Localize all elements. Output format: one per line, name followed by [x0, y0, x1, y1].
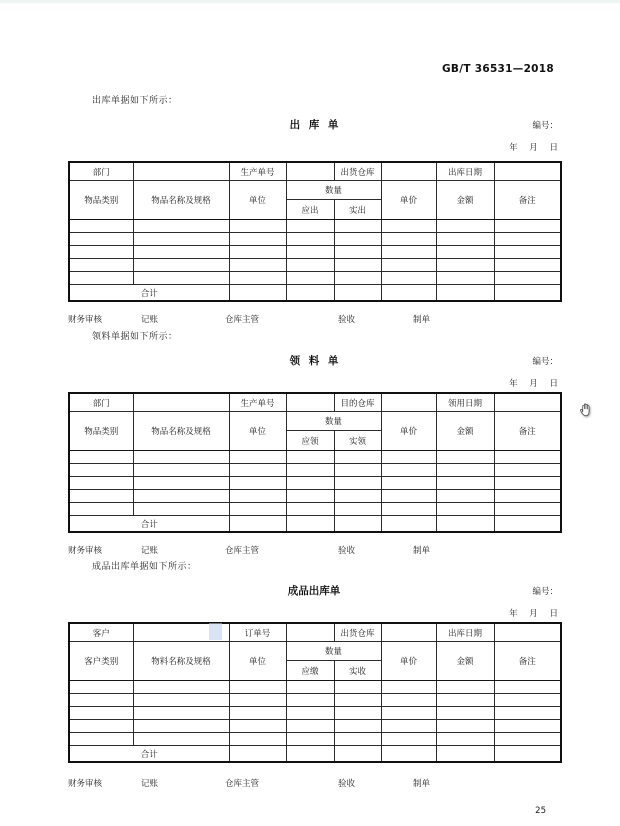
order-no-value-cell: [286, 623, 334, 642]
empty-cell: [133, 464, 229, 477]
col-header: 备注: [494, 412, 561, 451]
empty-cell: [133, 259, 229, 272]
empty-data-row: [69, 733, 561, 746]
empty-cell: [133, 451, 229, 464]
number-label: 编号：: [532, 121, 558, 131]
empty-cell: [436, 233, 494, 246]
signature-row: [68, 777, 560, 789]
empty-cell: [286, 464, 334, 477]
col-header: 物品名称及规格: [133, 181, 229, 220]
empty-cell: [381, 464, 436, 477]
empty-cell: [381, 272, 436, 285]
warehouse-label: 出货仓库: [334, 623, 381, 642]
col-header: 物料名称及规格: [133, 642, 229, 681]
empty-data-row: [69, 694, 561, 707]
empty-cell: [494, 694, 561, 707]
empty-cell: [436, 733, 494, 746]
qty-header: 数量: [286, 181, 381, 200]
order-no-label: 订单号: [229, 623, 286, 642]
empty-cell: [229, 733, 286, 746]
col-header: 金额: [436, 642, 494, 681]
col-header: 单价: [381, 412, 436, 451]
empty-cell: [286, 720, 334, 733]
empty-cell: [436, 490, 494, 503]
form-title: 出 库 单: [289, 119, 339, 131]
empty-cell: [286, 681, 334, 694]
empty-cell: [381, 707, 436, 720]
number-label: 编号：: [532, 587, 558, 597]
dept-label: 部门: [69, 162, 133, 181]
empty-cell: [494, 681, 561, 694]
empty-cell: [229, 464, 286, 477]
empty-cell: [494, 233, 561, 246]
date-field-label: 出库日期: [436, 162, 494, 181]
sig-finance: 财务审核: [68, 546, 103, 556]
empty-cell: [494, 451, 561, 464]
empty-cell: [436, 220, 494, 233]
empty-data-row: [69, 477, 561, 490]
intro-text: 成品出库单据如下所示：: [92, 562, 197, 572]
warehouse-value-cell: [381, 623, 436, 642]
empty-cell: [436, 477, 494, 490]
empty-cell: [69, 503, 133, 516]
empty-cell: [286, 259, 334, 272]
qty-sub-header: 应领: [286, 431, 334, 451]
empty-cell: [229, 220, 286, 233]
dept-value-cell: [133, 393, 229, 412]
date-value-cell: [494, 393, 561, 412]
sig-preparer: 制单: [413, 779, 431, 789]
empty-cell: [133, 220, 229, 233]
empty-cell: [334, 464, 381, 477]
sig-preparer: 制单: [413, 315, 431, 325]
col-header: 物品类别: [69, 412, 133, 451]
empty-cell: [494, 477, 561, 490]
col-header: 单位: [229, 412, 286, 451]
empty-cell: [229, 707, 286, 720]
empty-cell: [381, 233, 436, 246]
total-label: 合计: [69, 746, 229, 763]
empty-cell: [334, 233, 381, 246]
warehouse-label: 出货仓库: [334, 162, 381, 181]
form-title: 成品出库单: [287, 585, 341, 597]
order-no-label: 生产单号: [229, 393, 286, 412]
empty-cell: [286, 246, 334, 259]
empty-cell: [286, 220, 334, 233]
empty-cell: [69, 220, 133, 233]
requisition-form-table: [68, 392, 562, 533]
warehouse-value-cell: [381, 393, 436, 412]
empty-cell: [494, 490, 561, 503]
empty-data-row: [69, 490, 561, 503]
empty-cell: [286, 477, 334, 490]
empty-cell: [494, 733, 561, 746]
empty-cell: [436, 694, 494, 707]
empty-cell: [381, 490, 436, 503]
order-no-value-cell: [286, 393, 334, 412]
empty-data-row: [69, 220, 561, 233]
col-header: 备注: [494, 181, 561, 220]
empty-cell: [381, 681, 436, 694]
qty-sub-header: 实领: [334, 431, 381, 451]
empty-cell: [334, 272, 381, 285]
date-value-cell: [494, 162, 561, 181]
empty-cell: [69, 272, 133, 285]
empty-rows: [69, 451, 561, 516]
sig-warehouse-manager: 仓库主管: [225, 546, 260, 556]
empty-cell: [334, 733, 381, 746]
empty-cell: [229, 490, 286, 503]
highlight-artifact: [209, 623, 222, 640]
sig-inspector: 验收: [338, 779, 356, 789]
empty-cell: [286, 694, 334, 707]
empty-cell: [133, 707, 229, 720]
empty-cell: [69, 681, 133, 694]
empty-cell: [436, 272, 494, 285]
intro-text: 领料单据如下所示：: [92, 332, 178, 342]
sig-bookkeeper: 记账: [141, 546, 159, 556]
empty-cell: [436, 503, 494, 516]
sig-finance: 财务审核: [68, 779, 103, 789]
empty-cell: [229, 477, 286, 490]
dept-value-cell: [133, 162, 229, 181]
col-header: 单位: [229, 642, 286, 681]
empty-data-row: [69, 681, 561, 694]
empty-cell: [381, 259, 436, 272]
empty-cell: [436, 451, 494, 464]
empty-data-row: [69, 464, 561, 477]
date-field-label: 出库日期: [436, 623, 494, 642]
empty-cell: [286, 233, 334, 246]
empty-rows: [69, 220, 561, 285]
col-header: 金额: [436, 181, 494, 220]
empty-cell: [69, 259, 133, 272]
empty-cell: [229, 720, 286, 733]
sig-inspector: 验收: [338, 315, 356, 325]
sig-warehouse-manager: 仓库主管: [225, 315, 260, 325]
empty-cell: [334, 694, 381, 707]
empty-data-row: [69, 233, 561, 246]
empty-cell: [229, 503, 286, 516]
empty-cell: [229, 272, 286, 285]
page-number: 25: [535, 806, 546, 816]
qty-sub-header: 实收: [334, 661, 381, 681]
empty-data-row: [69, 246, 561, 259]
empty-cell: [436, 720, 494, 733]
date-row: [68, 141, 560, 153]
empty-cell: [381, 451, 436, 464]
empty-data-row: [69, 707, 561, 720]
sig-bookkeeper: 记账: [141, 315, 159, 325]
order-no-value-cell: [286, 162, 334, 181]
empty-cell: [229, 451, 286, 464]
scan-top-edge: [0, 0, 620, 3]
info-row: [69, 162, 561, 181]
customer-label: 客户: [69, 623, 133, 642]
empty-cell: [381, 733, 436, 746]
empty-cell: [436, 464, 494, 477]
total-label: 合计: [69, 516, 229, 533]
col-header: 客户类别: [69, 642, 133, 681]
col-header: 物品类别: [69, 181, 133, 220]
empty-cell: [133, 233, 229, 246]
info-row: [69, 623, 561, 642]
empty-cell: [381, 720, 436, 733]
info-row: [69, 393, 561, 412]
empty-cell: [286, 451, 334, 464]
empty-cell: [334, 220, 381, 233]
form-title-row: [68, 353, 560, 367]
empty-cell: [69, 733, 133, 746]
number-label: 编号：: [532, 357, 558, 367]
total-row: [69, 516, 561, 533]
total-label: 合计: [69, 285, 229, 302]
empty-cell: [436, 246, 494, 259]
sig-preparer: 制单: [413, 546, 431, 556]
empty-cell: [334, 681, 381, 694]
empty-cell: [494, 246, 561, 259]
empty-cell: [69, 707, 133, 720]
empty-cell: [494, 720, 561, 733]
empty-cell: [133, 246, 229, 259]
col-header: 金额: [436, 412, 494, 451]
empty-cell: [494, 464, 561, 477]
empty-cell: [133, 272, 229, 285]
signature-row: [68, 313, 560, 325]
empty-cell: [133, 477, 229, 490]
empty-cell: [69, 233, 133, 246]
warehouse-label: 目的仓库: [334, 393, 381, 412]
empty-data-row: [69, 451, 561, 464]
empty-cell: [69, 694, 133, 707]
empty-cell: [334, 451, 381, 464]
empty-cell: [381, 503, 436, 516]
col-header: 物品名称及规格: [133, 412, 229, 451]
empty-cell: [334, 490, 381, 503]
empty-cell: [494, 220, 561, 233]
empty-cell: [436, 707, 494, 720]
empty-cell: [133, 694, 229, 707]
date-value-cell: [494, 623, 561, 642]
standard-code: GB/T 36531—2018: [441, 63, 554, 75]
total-row: [69, 285, 561, 302]
empty-cell: [381, 246, 436, 259]
empty-cell: [494, 707, 561, 720]
empty-cell: [69, 464, 133, 477]
sig-finance: 财务审核: [68, 315, 103, 325]
hand-grab-cursor-icon: [577, 401, 593, 419]
empty-cell: [381, 477, 436, 490]
qty-header: 数量: [286, 642, 381, 661]
empty-cell: [494, 272, 561, 285]
qty-sub-header: 实出: [334, 200, 381, 220]
empty-cell: [334, 246, 381, 259]
form-title-row: [68, 583, 560, 597]
col-header: 单位: [229, 181, 286, 220]
empty-cell: [286, 733, 334, 746]
header-row: [69, 181, 561, 200]
empty-cell: [334, 259, 381, 272]
date-row: [68, 607, 560, 619]
empty-cell: [381, 694, 436, 707]
empty-cell: [133, 720, 229, 733]
order-no-label: 生产单号: [229, 162, 286, 181]
date-row: [68, 377, 560, 389]
empty-cell: [334, 477, 381, 490]
empty-cell: [334, 707, 381, 720]
empty-data-row: [69, 259, 561, 272]
sig-inspector: 验收: [338, 546, 356, 556]
empty-cell: [69, 246, 133, 259]
signature-row: [68, 544, 560, 556]
sig-warehouse-manager: 仓库主管: [225, 779, 260, 789]
empty-cell: [286, 707, 334, 720]
sig-bookkeeper: 记账: [141, 779, 159, 789]
col-header: 单价: [381, 181, 436, 220]
empty-cell: [334, 503, 381, 516]
empty-data-row: [69, 503, 561, 516]
header-row: [69, 642, 561, 661]
qty-sub-header: 应出: [286, 200, 334, 220]
empty-cell: [69, 720, 133, 733]
empty-cell: [334, 720, 381, 733]
empty-cell: [229, 233, 286, 246]
header-row: [69, 412, 561, 431]
empty-cell: [494, 503, 561, 516]
date-label: 年 月 日: [509, 609, 558, 619]
empty-cell: [229, 694, 286, 707]
dept-label: 部门: [69, 393, 133, 412]
empty-cell: [286, 272, 334, 285]
empty-cell: [436, 681, 494, 694]
date-label: 年 月 日: [509, 379, 558, 389]
intro-text: 出库单据如下所示：: [92, 96, 178, 106]
qty-header: 数量: [286, 412, 381, 431]
empty-cell: [133, 733, 229, 746]
outbound-form-table: [68, 161, 562, 302]
form-title-row: [68, 117, 560, 131]
total-row: [69, 746, 561, 763]
empty-cell: [229, 259, 286, 272]
col-header: 单价: [381, 642, 436, 681]
empty-cell: [133, 681, 229, 694]
empty-rows: [69, 681, 561, 746]
empty-cell: [69, 490, 133, 503]
date-field-label: 领用日期: [436, 393, 494, 412]
empty-cell: [133, 490, 229, 503]
empty-data-row: [69, 720, 561, 733]
qty-sub-header: 应缴: [286, 661, 334, 681]
empty-cell: [229, 246, 286, 259]
col-header: 备注: [494, 642, 561, 681]
empty-cell: [286, 490, 334, 503]
form-title: 领 料 单: [289, 355, 339, 367]
warehouse-value-cell: [381, 162, 436, 181]
empty-cell: [381, 220, 436, 233]
empty-cell: [69, 451, 133, 464]
empty-cell: [286, 503, 334, 516]
empty-cell: [436, 259, 494, 272]
date-label: 年 月 日: [509, 143, 558, 153]
empty-data-row: [69, 272, 561, 285]
empty-cell: [494, 259, 561, 272]
empty-cell: [229, 681, 286, 694]
empty-cell: [133, 503, 229, 516]
empty-cell: [69, 477, 133, 490]
finished-goods-form-table: [68, 622, 562, 763]
